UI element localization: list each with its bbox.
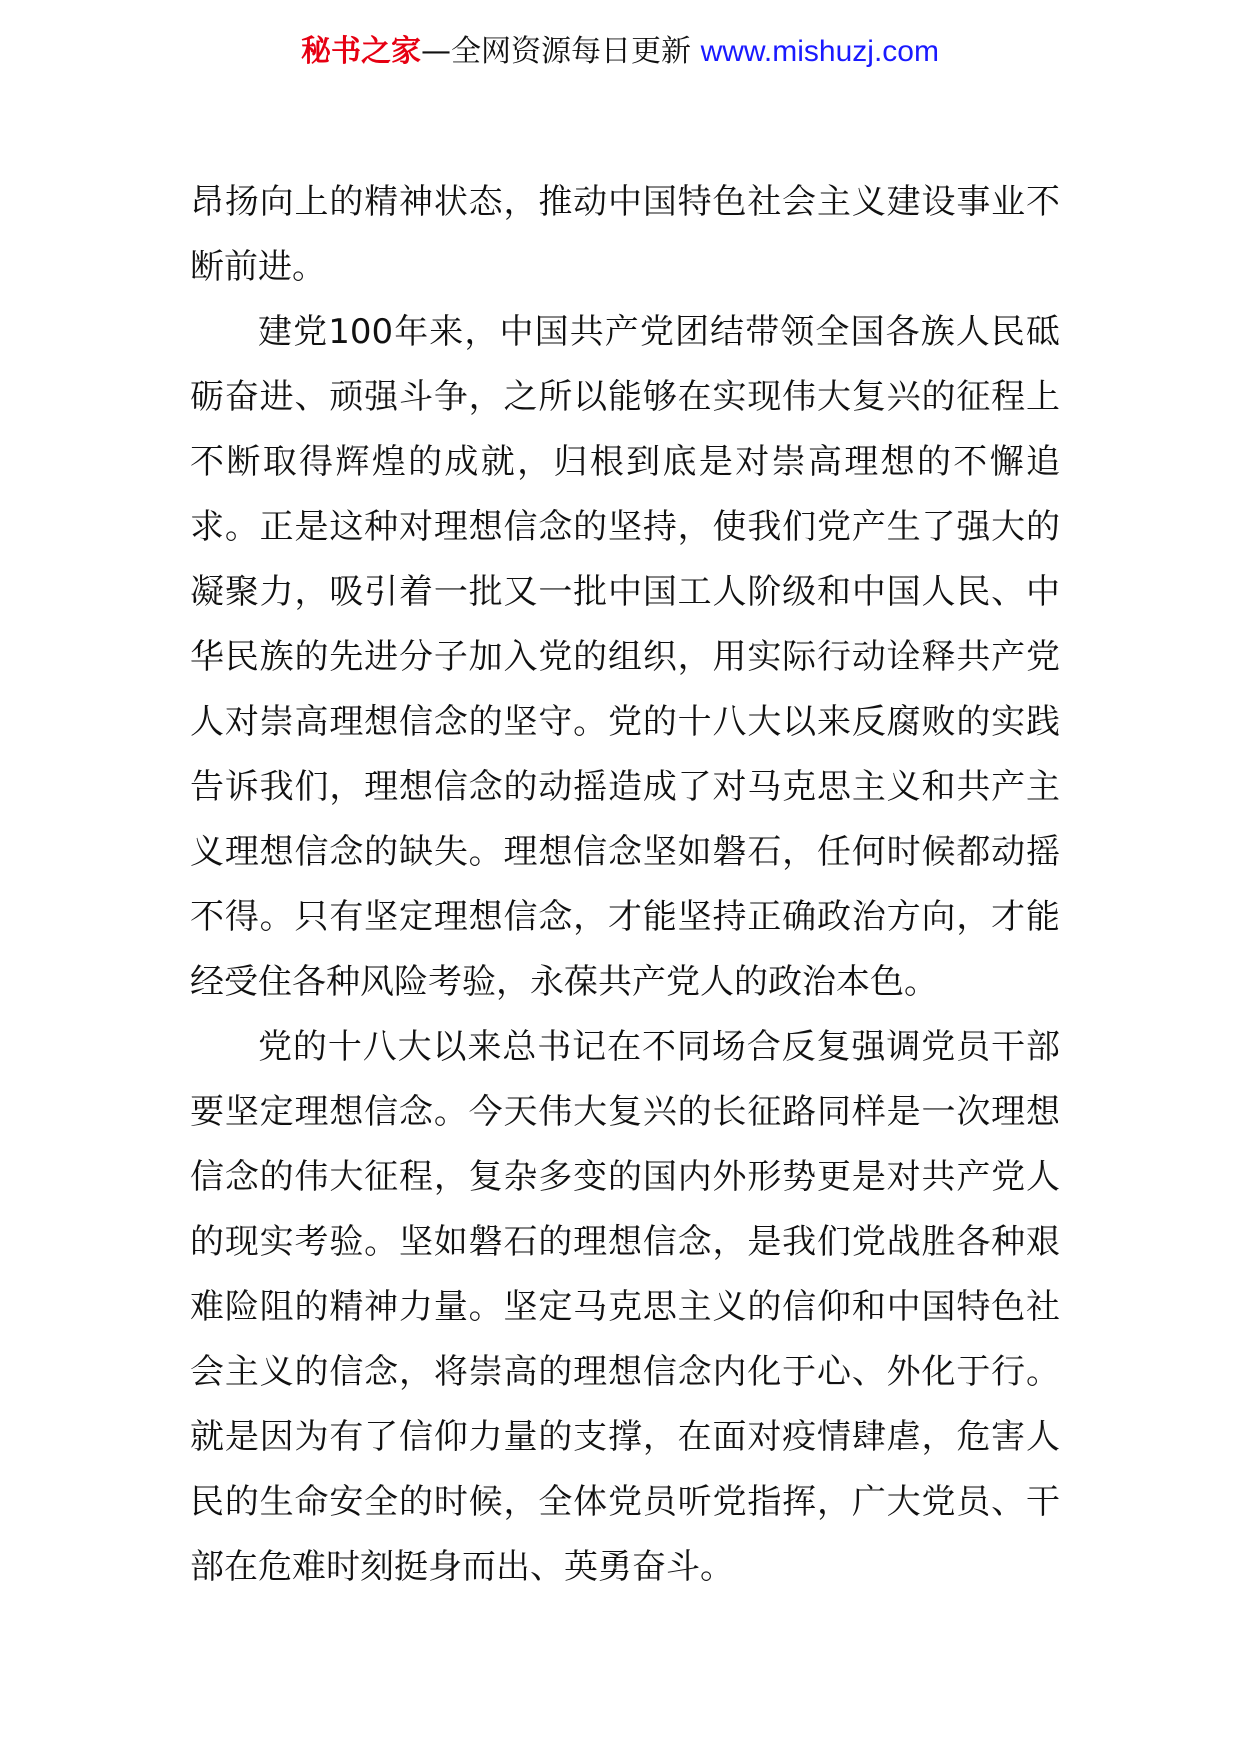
paragraph-3: 党的十八大以来总书记在不同场合反复强调党员干部要坚定理想信念。今天伟大复兴的长征路同样是一次理想信念的伟大征程，复杂多变的国内外形势更是对共产党人的现实考验。坚如磐石的理想信念，是我们党战胜各种艰难险阻的精神力量。坚定马克思主义的信仰和中国特色社会主义的信念，将崇高的理想信念内化于心、外化于行。就是因为有了信仰力量的支撑，在面对疫情肆虐，危害人民的生命安全的时候，全体党员听党指挥，广大党员、干部在危难时刻挺身而出、英勇奋斗。 — [190, 1027, 1060, 1587]
document-body — [190, 170, 1060, 1600]
site-url-link[interactable]: www.mishuzj.com — [700, 35, 939, 68]
paragraph-2: 建党100年来，中国共产党团结带领全国各族人民砥砺奋进、顽强斗争，之所以能够在实现伟大复兴的征程上不断取得辉煌的成就，归根到底是对崇高理想的不懈追求。正是这种对理想信念的坚持，使我们党产生了强大的凝聚力，吸引着一批又一批中国工人阶级和中国人民、中华民族的先进分子加入党的组织，用实际行动诠释共产党人对崇高理想信念的坚守。党的十八大以来反腐败的实践告诉我们，理想信念的动摇造成了对马克思主义和共产主义理想信念的缺失。理想信念坚如磐石，任何时候都动摇不得。只有坚定理想信念，才能坚持正确政治方向，才能经受住各种风险考验，永葆共产党人的政治本色。 — [190, 312, 1060, 1002]
page-header — [0, 30, 1240, 74]
paragraph-1: 昂扬向上的精神状态，推动中国特色社会主义建设事业不断前进。 — [190, 182, 1060, 287]
header-tagline: —全网资源每日更新 — [421, 34, 692, 69]
brand-name: 秘书之家 — [301, 34, 422, 69]
